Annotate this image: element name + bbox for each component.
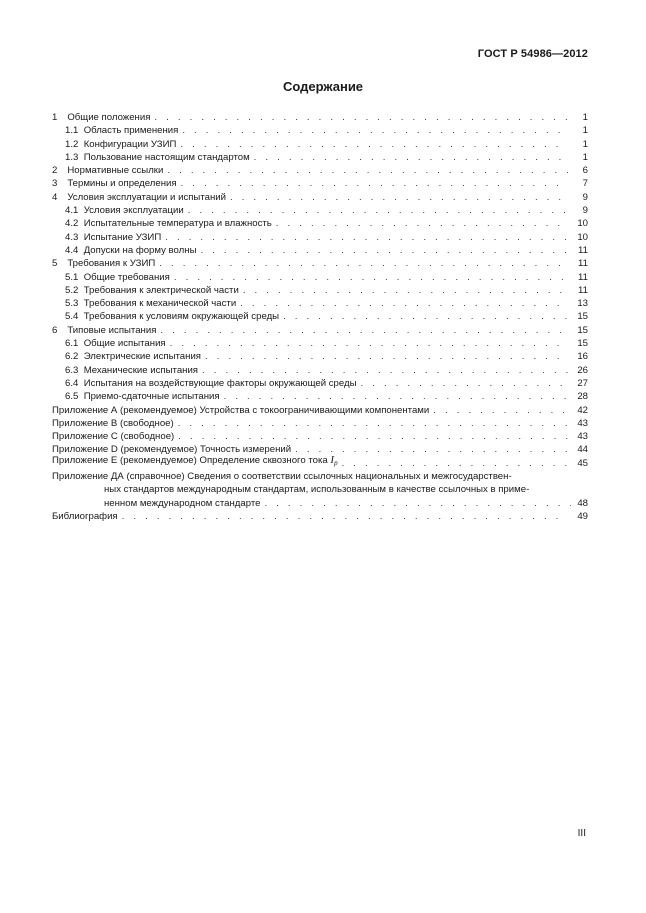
- dot-leader: [159, 257, 568, 270]
- toc-page-number: 11: [578, 244, 588, 256]
- toc-page-number: 26: [577, 364, 588, 376]
- toc-entry-label: [52, 177, 177, 190]
- toc-page-number: 43: [577, 431, 588, 443]
- toc-entry-text: Приемо-сдаточные испытания: [83, 391, 220, 403]
- toc-entry[interactable]: [52, 271, 588, 284]
- toc-page-number: 1: [582, 112, 588, 123]
- toc-entry-number: 6.2: [65, 351, 79, 363]
- toc-entry-number: 5.4: [65, 311, 79, 323]
- dot-leader: [180, 138, 568, 151]
- toc-page-number: 7: [582, 178, 588, 190]
- toc-entry-text: Общие требования: [83, 271, 170, 283]
- toc-entry[interactable]: [52, 310, 588, 323]
- toc-entry-label: [65, 231, 161, 244]
- toc-entry[interactable]: [52, 177, 588, 190]
- toc-entry-label: [65, 350, 201, 363]
- toc-entry-number: 6.3: [65, 364, 79, 376]
- dot-leader: [283, 310, 568, 323]
- dot-leader: [243, 284, 568, 297]
- symbol-subscript: p: [334, 458, 338, 467]
- dot-leader: [181, 177, 568, 190]
- toc-entry[interactable]: [52, 417, 588, 430]
- toc-entry-label: [52, 417, 174, 430]
- toc-entry-label: [52, 404, 429, 417]
- toc-entry-text: Приложение А (рекомендуемое) Устройства с токоограничивающими компонентами: [52, 404, 430, 416]
- toc-entry-text: Допуски на форму волны: [83, 244, 197, 256]
- toc-entry-text: Общие положения: [67, 112, 151, 123]
- page-number: III: [577, 828, 586, 839]
- dot-leader: [200, 244, 568, 257]
- toc-entry-text: Требования к механической части: [83, 298, 237, 310]
- dot-leader: [342, 457, 568, 470]
- dot-leader: [178, 430, 568, 443]
- toc-page-number: 15: [577, 324, 588, 336]
- toc-page-number: 11: [578, 258, 588, 270]
- toc-entry-label: [52, 454, 338, 470]
- toc-entry-label: [65, 244, 196, 257]
- toc-entry-text: Общие испытания: [83, 338, 166, 350]
- toc-entry[interactable]: [52, 453, 588, 470]
- toc-page-number: 11: [578, 271, 588, 283]
- toc-entry-appendix-da[interactable]: [52, 470, 588, 510]
- dot-leader: [167, 164, 568, 177]
- toc-entry-label: [52, 164, 163, 177]
- toc-page-number: 1: [582, 151, 588, 163]
- toc-entry[interactable]: [52, 111, 588, 124]
- toc-entry-label: [65, 337, 166, 350]
- toc-entry-text: Нормативные ссылки: [67, 165, 164, 177]
- toc-entry-label: [65, 364, 198, 377]
- toc-entry[interactable]: [52, 164, 588, 177]
- toc-rows: [52, 111, 588, 470]
- page-title: Содержание: [282, 79, 364, 94]
- dot-leader: [224, 390, 568, 403]
- toc-entry-label: [65, 377, 357, 390]
- toc-entry[interactable]: [52, 297, 588, 310]
- toc-entry[interactable]: [52, 404, 588, 417]
- dot-leader: [276, 217, 568, 230]
- toc-entry-label-end: ненном международном стандарте: [104, 497, 261, 509]
- toc-entry-label: [52, 111, 150, 124]
- toc-entry-number: 1.2: [65, 138, 79, 150]
- toc-entry-text: Испытание УЗИП: [83, 231, 162, 243]
- toc-entry-text: Приложение Е (рекомендуемое) Определение сквозного тока: [52, 454, 328, 466]
- toc-page-number: 48: [577, 497, 588, 509]
- toc-entry-last-line: [52, 497, 588, 510]
- dot-leader: [254, 151, 568, 164]
- dot-leader: [165, 231, 568, 244]
- toc-entry-text: Область применения: [83, 125, 179, 137]
- toc-entry-number: 4.4: [65, 244, 79, 256]
- toc-entry-number: 4.3: [65, 231, 79, 243]
- toc-page-number: 42: [577, 404, 588, 416]
- toc-page-number: 28: [577, 391, 588, 403]
- toc-entry-label: [65, 217, 272, 230]
- toc-entry-number: 3: [52, 178, 58, 190]
- dot-leader: [178, 417, 568, 430]
- toc-page-number: 16: [577, 351, 588, 363]
- toc-page-number: 15: [577, 338, 588, 350]
- toc-entry-text: Электрические испытания: [83, 351, 201, 363]
- dot-leader: [230, 191, 568, 204]
- toc-entry[interactable]: [52, 337, 588, 350]
- toc-entry-label: [65, 124, 178, 137]
- toc-entry[interactable]: [52, 377, 588, 390]
- toc-page-number: 9: [582, 205, 588, 217]
- toc-entry-text: Условия эксплуатации и испытаний: [67, 191, 226, 203]
- toc-entry-text: Приложение D (рекомендуемое) Точность измерений: [52, 444, 292, 456]
- toc-page-number: 27: [577, 377, 588, 389]
- toc-entry-label: [65, 390, 220, 403]
- toc-entry-label: [52, 430, 174, 443]
- toc-entry-text: Требования к электрической части: [83, 284, 239, 296]
- toc-entry[interactable]: [52, 217, 588, 230]
- toc-page-number: 13: [577, 298, 588, 310]
- toc-entry-label: [65, 204, 184, 217]
- toc-entry[interactable]: [52, 350, 588, 363]
- toc-entry-label-continued: ных стандартов международным стандартам, использованным в качестве ссылочных в приме-: [104, 484, 530, 496]
- toc-entry-number: 5: [52, 258, 58, 270]
- toc-page-number: 1: [582, 125, 588, 137]
- table-of-contents: [52, 111, 588, 523]
- toc-page-number: 1: [582, 138, 588, 150]
- toc-entry-number: 4: [52, 191, 58, 203]
- toc-entry-text: Испытания на воздействующие факторы окружающей среды: [83, 377, 357, 389]
- toc-entry-label: [65, 297, 236, 310]
- dot-leader: [122, 510, 568, 523]
- toc-page-number: 9: [582, 191, 588, 203]
- toc-entry[interactable]: [52, 257, 588, 270]
- dot-leader: [188, 204, 568, 217]
- toc-entry-number: 4.1: [65, 205, 79, 217]
- toc-entry-number: 6.4: [65, 377, 79, 389]
- toc-entry-number: 4.2: [65, 218, 79, 230]
- dot-leader: [160, 324, 568, 337]
- toc-entry-number: 6.5: [65, 391, 79, 403]
- symbol-letter: I: [330, 453, 335, 466]
- toc-entry[interactable]: [52, 324, 588, 337]
- dot-leader: [154, 111, 568, 124]
- toc-page-number: 45: [577, 457, 588, 469]
- toc-entry-label: [65, 310, 279, 323]
- toc-entry-number: 6.1: [65, 338, 79, 350]
- toc-entry[interactable]: [52, 244, 588, 257]
- dot-leader: [433, 404, 568, 417]
- toc-entry[interactable]: [52, 390, 588, 403]
- toc-entry-number: 1: [52, 112, 58, 123]
- toc-entry-label: [65, 271, 170, 284]
- toc-entry-text: Конфигурации УЗИП: [83, 138, 177, 150]
- toc-page-number: 43: [577, 417, 588, 429]
- toc-page-number: 6: [582, 165, 588, 177]
- dot-leader: [264, 497, 571, 510]
- toc-entry-number: 2: [52, 165, 58, 177]
- toc-page-number: 10: [577, 218, 588, 230]
- toc-entry-text: Приложение В (свободное): [52, 417, 174, 429]
- current-symbol: [330, 454, 337, 466]
- toc-entry-number: 5.2: [65, 284, 79, 296]
- toc-entry[interactable]: [52, 124, 588, 137]
- toc-page-number: 15: [577, 311, 588, 323]
- toc-entry[interactable]: [52, 151, 588, 164]
- toc-page-number: 10: [577, 231, 588, 243]
- toc-entry-bibliography[interactable]: [52, 510, 588, 523]
- dot-leader: [205, 350, 568, 363]
- toc-entry[interactable]: [52, 231, 588, 244]
- toc-entry-number: 5.3: [65, 298, 79, 310]
- dot-leader: [174, 271, 568, 284]
- toc-entry[interactable]: [52, 191, 588, 204]
- toc-page-number: 44: [577, 444, 588, 456]
- toc-page-number: 11: [578, 284, 588, 296]
- toc-entry-text: Типовые испытания: [67, 324, 157, 336]
- toc-entry-text: Термины и определения: [67, 178, 177, 190]
- toc-entry-label: [65, 138, 176, 151]
- toc-entry[interactable]: [52, 204, 588, 217]
- toc-entry-label: [52, 257, 155, 270]
- toc-entry-number: 5.1: [65, 271, 79, 283]
- toc-entry-label: Библиография: [52, 510, 118, 522]
- toc-entry-text: Требования к УЗИП: [67, 258, 156, 270]
- toc-entry-number: 1.1: [65, 125, 79, 137]
- toc-entry[interactable]: [52, 138, 588, 151]
- dot-leader: [202, 364, 568, 377]
- toc-entry-text: Условия эксплуатации: [83, 205, 184, 217]
- toc-entry-label: [65, 151, 250, 164]
- toc-entry[interactable]: [52, 430, 588, 443]
- toc-entry-number: 6: [52, 324, 58, 336]
- toc-entry-label: [52, 324, 156, 337]
- toc-entry-text: Приложение С (свободное): [52, 431, 175, 443]
- toc-entry-text: Требования к условиям окружающей среды: [83, 311, 280, 323]
- dot-leader: [240, 297, 568, 310]
- toc-entry-label: Приложение ДА (справочное) Сведения о соответствии ссылочных национальных и межгосударствен-: [52, 471, 512, 483]
- toc-entry-label: [65, 284, 239, 297]
- dot-leader: [170, 337, 568, 350]
- toc-entry[interactable]: [52, 364, 588, 377]
- toc-entry-number: 1.3: [65, 151, 79, 163]
- toc-entry-label: [52, 191, 226, 204]
- document-code: ГОСТ Р 54986—2012: [477, 48, 588, 60]
- dot-leader: [361, 377, 569, 390]
- toc-page-number: 49: [577, 510, 588, 522]
- toc-entry-text: Пользование настоящим стандартом: [83, 151, 250, 163]
- dot-leader: [182, 124, 568, 137]
- toc-entry[interactable]: [52, 284, 588, 297]
- toc-entry-text: Механические испытания: [83, 364, 199, 376]
- toc-entry-text: Испытательные температура и влажность: [83, 218, 272, 230]
